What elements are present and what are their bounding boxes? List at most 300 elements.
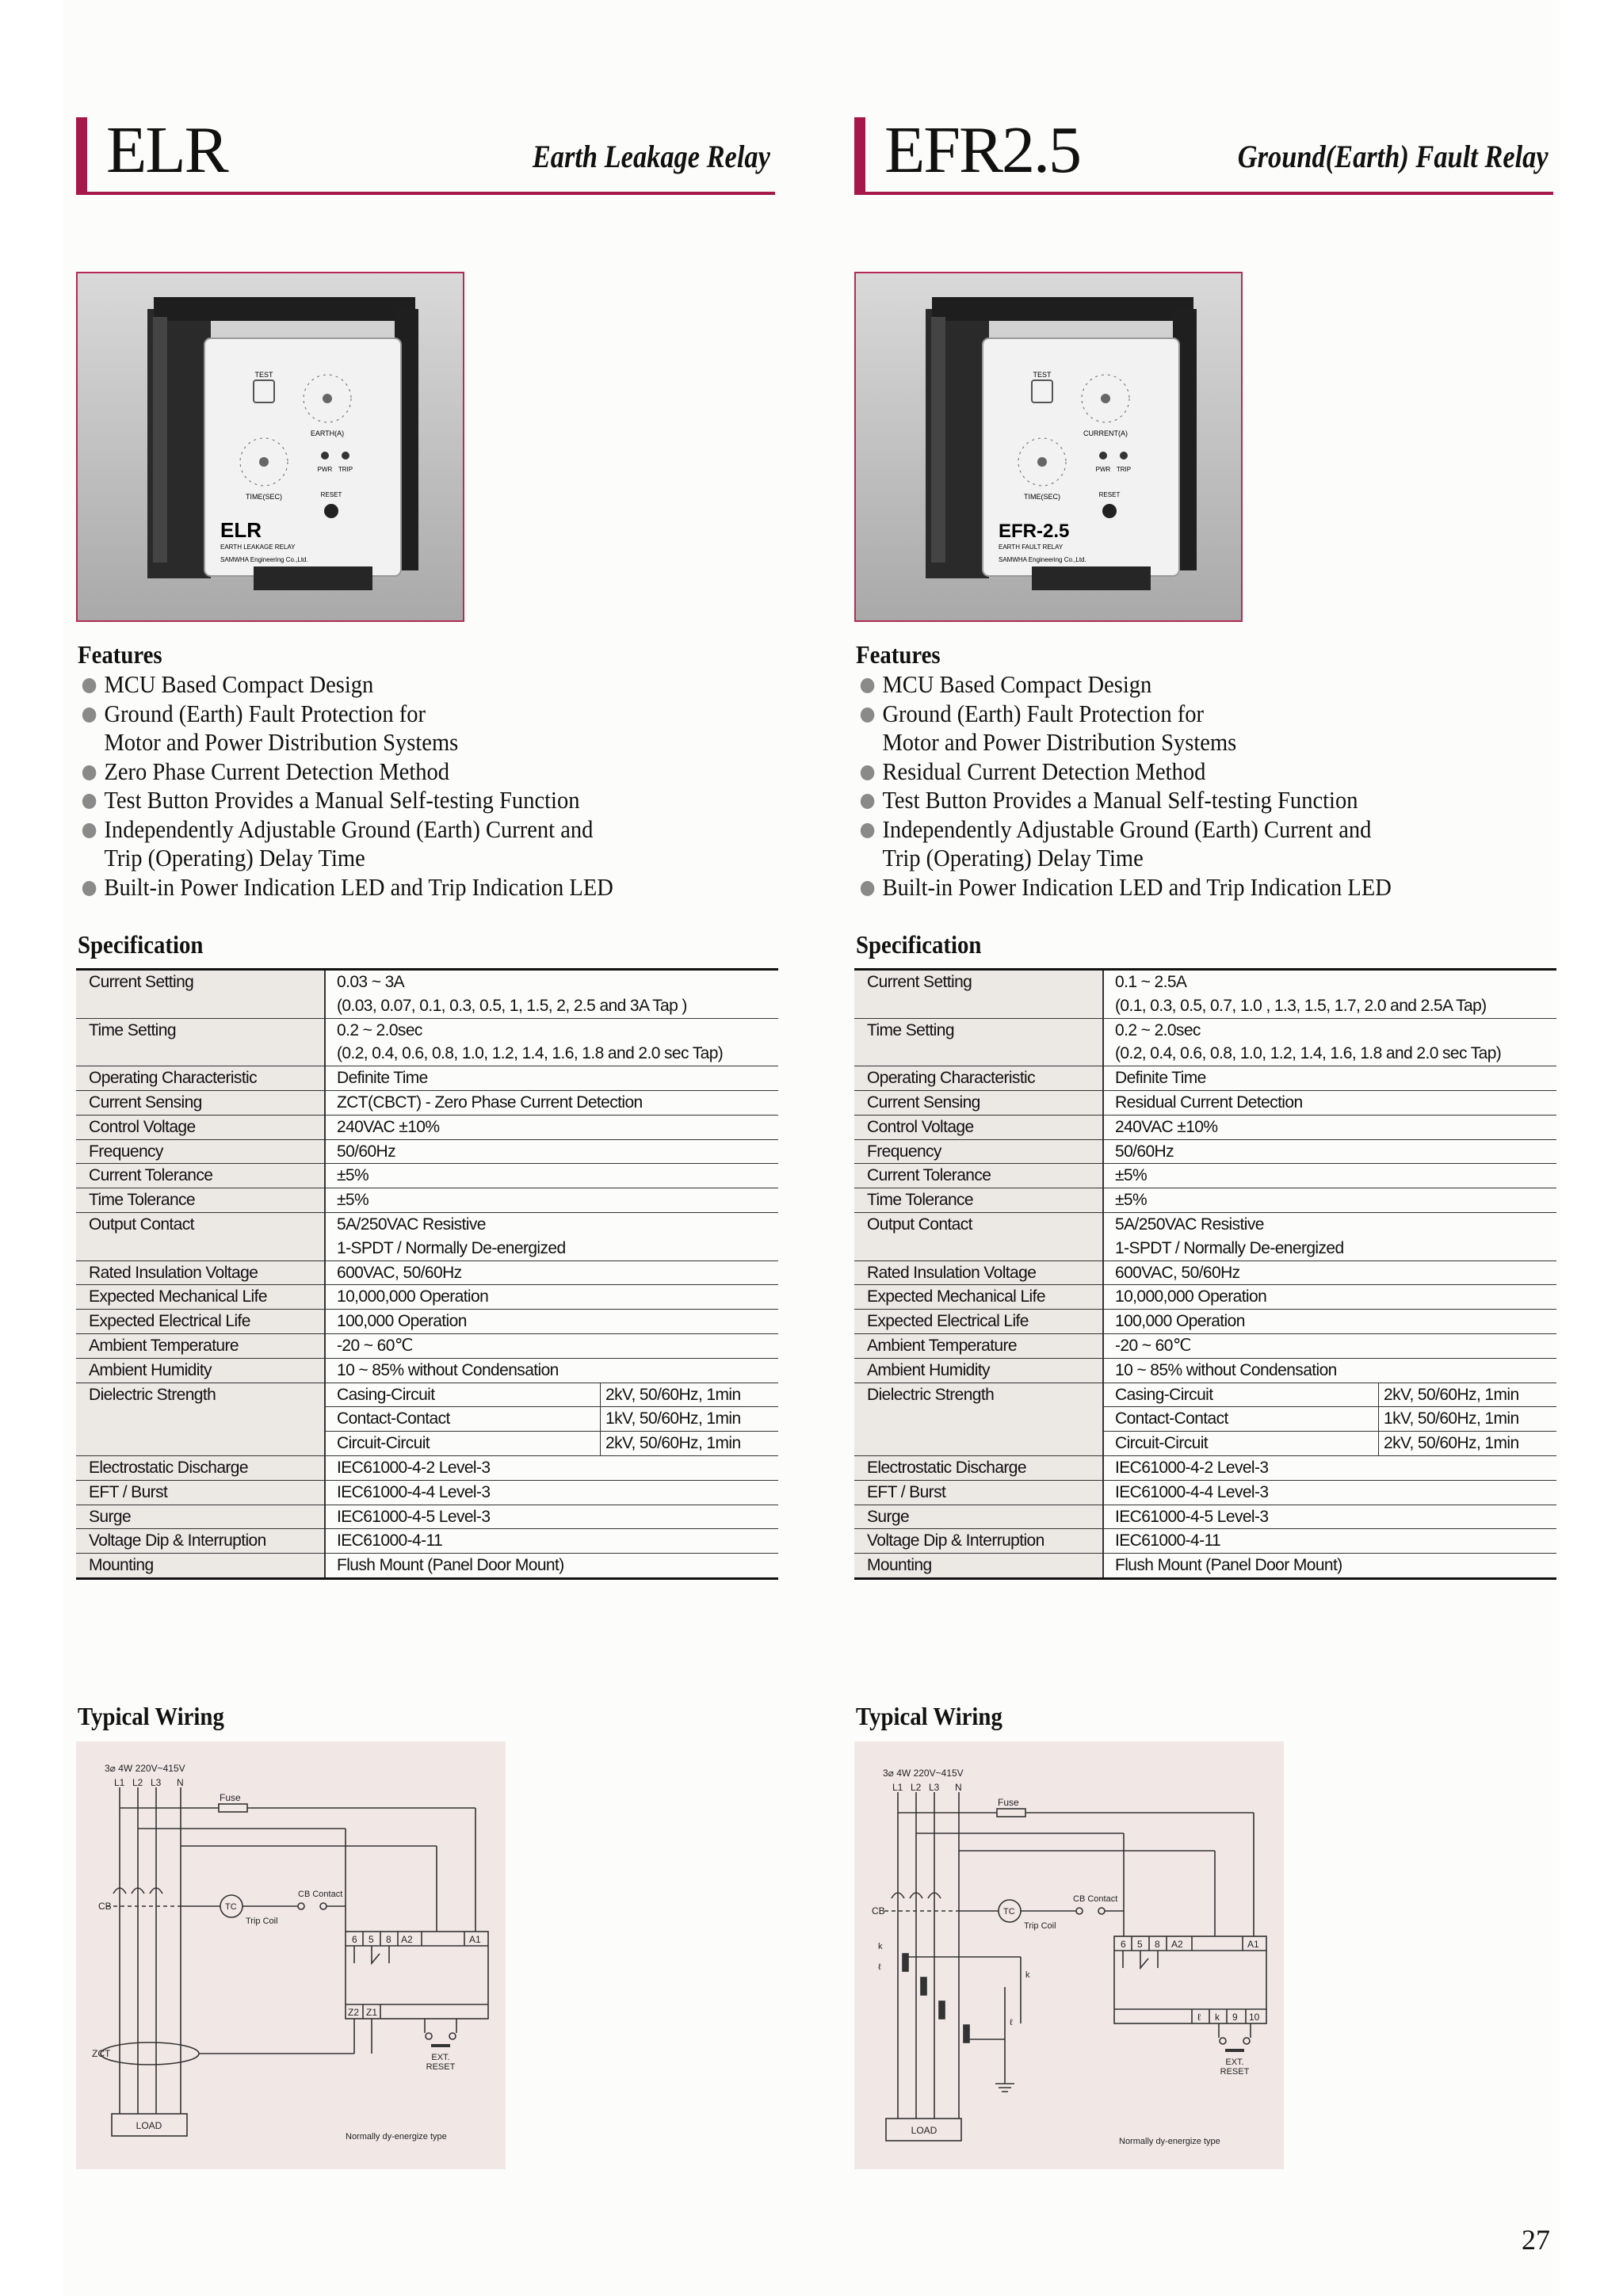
spec-value-cell xyxy=(324,1554,778,1577)
supply-label: 3⌀ 4W 220V~415V xyxy=(105,1763,185,1774)
cb-label: CB xyxy=(872,1905,885,1917)
spec-value-cell xyxy=(324,1529,778,1553)
spec-value-cell xyxy=(324,1359,778,1383)
terminal-label: 6 xyxy=(1121,1939,1126,1950)
spec-value-line: 10 ~ 85% without Condensation xyxy=(1115,1360,1337,1379)
spec-sub-row xyxy=(326,1407,778,1432)
product-header xyxy=(76,111,775,195)
wiring-note: Normally dy-energize type xyxy=(346,2132,447,2142)
specification-table xyxy=(76,968,778,1580)
line-label: L1 xyxy=(892,1782,903,1793)
spec-value-line: IEC61000-4-4 Level-3 xyxy=(1115,1482,1269,1501)
maker-text: SAMWHA Engineering Co.,Ltd. xyxy=(220,556,308,563)
spec-sub-name: Contact-Contact xyxy=(1115,1409,1228,1428)
spec-name-cell: Current Sensing xyxy=(76,1091,324,1115)
bullet-icon xyxy=(82,707,96,723)
current-transformer xyxy=(964,2025,969,2042)
spec-name-cell: Output Contact xyxy=(76,1213,324,1261)
spec-value-cell xyxy=(324,1481,778,1505)
feature-item xyxy=(859,815,1515,873)
supply-label: 3⌀ 4W 220V~415V xyxy=(883,1768,964,1779)
spec-row xyxy=(854,1383,1556,1456)
spec-value-line: 0.2 ~ 2.0sec xyxy=(337,1020,422,1039)
spec-value-cell xyxy=(324,1140,778,1164)
trip-led-label: TRIP xyxy=(338,466,353,473)
spec-value-line: IEC61000-4-5 Level-3 xyxy=(337,1507,491,1526)
spec-row xyxy=(854,1529,1556,1554)
spec-name-cell: Current Tolerance xyxy=(854,1164,1102,1188)
relay-photo-illustration xyxy=(78,273,464,622)
feature-item xyxy=(859,700,1515,757)
line-label: L3 xyxy=(151,1777,162,1788)
line-label: L2 xyxy=(911,1782,922,1793)
feature-text: Test Button Provides a Manual Self-testing Function xyxy=(882,786,1358,814)
reset-terminal xyxy=(449,2033,456,2039)
spec-value-cell xyxy=(1102,1164,1556,1188)
terminal-label: 8 xyxy=(1155,1939,1160,1950)
maker-text: SAMWHA Engineering Co.,Ltd. xyxy=(999,556,1086,563)
model-name: EFR2.5 xyxy=(884,113,1081,187)
spec-value-line: ±5% xyxy=(337,1191,369,1210)
spec-value-cell xyxy=(1102,1554,1556,1577)
spec-row xyxy=(76,1261,778,1286)
spec-name-cell: Dielectric Strength xyxy=(76,1383,324,1455)
spec-value-line: 0.2 ~ 2.0sec xyxy=(1115,1020,1201,1039)
spec-value-cell xyxy=(324,1188,778,1212)
tc-label: TC xyxy=(1003,1907,1015,1917)
spec-value-cell xyxy=(1102,1529,1556,1553)
time-dial-label: TIME(SEC) xyxy=(1024,493,1060,501)
cb-label: CB xyxy=(98,1901,112,1912)
reset-button xyxy=(324,504,338,518)
spec-value-cell xyxy=(1102,1310,1556,1333)
bullet-icon xyxy=(82,881,96,896)
spec-value-line: 50/60Hz xyxy=(1115,1142,1174,1161)
spec-name-cell: Surge xyxy=(854,1505,1102,1529)
feature-item xyxy=(859,670,1515,700)
spec-row xyxy=(854,971,1556,1019)
cb-contact-terminal xyxy=(320,1903,327,1909)
spec-value-line: IEC61000-4-2 Level-3 xyxy=(337,1458,491,1477)
spec-name-cell: Current Tolerance xyxy=(76,1164,324,1188)
test-label: TEST xyxy=(1033,371,1052,379)
feature-item xyxy=(81,757,737,787)
ct-label-k: k xyxy=(1025,1970,1030,1980)
ground-icon xyxy=(995,2084,1014,2092)
spec-sub-name: Casing-Circuit xyxy=(1115,1385,1213,1404)
front-name-text: EARTH LEAKAGE RELAY xyxy=(220,543,296,551)
product-photo xyxy=(854,272,1243,622)
spec-name-cell: Operating Characteristic xyxy=(76,1066,324,1090)
spec-sub-name: Circuit-Circuit xyxy=(1115,1434,1209,1453)
terminal-label: 5 xyxy=(1137,1939,1143,1950)
spec-name-cell: Time Tolerance xyxy=(854,1188,1102,1212)
feature-text: Built-in Power Indication LED and Trip Indication LED xyxy=(104,872,613,901)
spec-row xyxy=(76,1310,778,1334)
spec-value-line: 5A/250VAC Resistive xyxy=(337,1215,486,1234)
spec-row xyxy=(76,1116,778,1140)
spec-row xyxy=(854,1116,1556,1140)
load-label: LOAD xyxy=(911,2125,938,2136)
spec-row xyxy=(76,1554,778,1577)
output-contact-symbol xyxy=(354,1946,389,1963)
spec-name-cell: Expected Mechanical Life xyxy=(76,1285,324,1309)
spec-value-cell xyxy=(324,1383,778,1455)
spec-value-line: (0.2, 0.4, 0.6, 0.8, 1.0, 1.2, 1.4, 1.6, 1.8 and 2.0 sec Tap) xyxy=(337,1044,724,1063)
terminal-label: A2 xyxy=(401,1934,413,1945)
fuse-symbol xyxy=(997,1809,1025,1817)
spec-name-cell: Ambient Humidity xyxy=(854,1359,1102,1383)
bullet-icon xyxy=(861,707,874,723)
spec-name-cell: Frequency xyxy=(854,1140,1102,1164)
reset-label: RESET xyxy=(1098,491,1121,498)
spec-value-line: 10 ~ 85% without Condensation xyxy=(337,1360,559,1379)
relay-housing-fin xyxy=(153,317,167,563)
product-subtitle: Earth Leakage Relay xyxy=(532,139,770,174)
bullet-icon xyxy=(82,678,96,693)
spec-sub-row xyxy=(1104,1407,1556,1432)
spec-row xyxy=(854,1359,1556,1383)
feature-item xyxy=(81,815,737,873)
spec-value-line: Residual Current Detection xyxy=(1115,1093,1303,1112)
feature-text: MCU Based Compact Design xyxy=(104,670,374,698)
spec-value-cell xyxy=(1102,1188,1556,1212)
wiring-diagram-svg xyxy=(76,1741,506,2169)
spec-name-cell: Time Setting xyxy=(854,1019,1102,1066)
earth-dial-knob xyxy=(323,394,332,403)
spec-value-line: ±5% xyxy=(337,1166,369,1185)
line-label: L2 xyxy=(132,1777,143,1788)
relay-base xyxy=(1032,566,1151,590)
reset-label: RESET xyxy=(320,491,342,498)
spec-row xyxy=(854,1213,1556,1261)
spec-name-cell: Ambient Temperature xyxy=(854,1334,1102,1358)
trip-led xyxy=(1120,452,1128,460)
spec-name-cell: Voltage Dip & Interruption xyxy=(854,1529,1102,1553)
feature-text-continued: Trip (Operating) Delay Time xyxy=(104,844,365,871)
spec-name-cell: Surge xyxy=(76,1505,324,1529)
terminal-label: 8 xyxy=(386,1934,391,1945)
features-heading: Features xyxy=(78,640,162,669)
feature-item xyxy=(859,757,1515,787)
spec-name-cell: Expected Electrical Life xyxy=(854,1310,1102,1333)
spec-row xyxy=(76,1140,778,1165)
spec-row xyxy=(76,1019,778,1067)
terminal-label: k xyxy=(1215,2012,1220,2023)
wiring-diagram-svg xyxy=(854,1741,1284,2169)
spec-row xyxy=(76,1091,778,1116)
spec-name-cell: Current Sensing xyxy=(854,1091,1102,1115)
reset-terminal xyxy=(426,2033,432,2039)
spec-row xyxy=(854,1019,1556,1067)
spec-name-cell: EFT / Burst xyxy=(76,1481,324,1505)
spec-name-cell: Operating Characteristic xyxy=(854,1066,1102,1090)
bullet-icon xyxy=(82,794,96,809)
spec-value-cell xyxy=(1102,1383,1556,1455)
spec-name-cell: Expected Electrical Life xyxy=(76,1310,324,1333)
spec-name-cell: Control Voltage xyxy=(854,1116,1102,1139)
spec-row xyxy=(76,1359,778,1383)
spec-value-line: IEC61000-4-11 xyxy=(337,1531,443,1550)
spec-value-cell xyxy=(1102,1066,1556,1090)
feature-text: Test Button Provides a Manual Self-testing Function xyxy=(104,786,580,814)
wiring-heading: Typical Wiring xyxy=(78,1702,224,1730)
terminal-label: Z2 xyxy=(348,2007,360,2018)
spec-value-line: 240VAC ±10% xyxy=(1115,1117,1218,1136)
spec-name-cell: Time Tolerance xyxy=(76,1188,324,1212)
power-led xyxy=(1099,452,1107,460)
spec-value-line: IEC61000-4-4 Level-3 xyxy=(337,1482,491,1501)
tc-label: TC xyxy=(225,1902,237,1912)
feature-item xyxy=(859,786,1515,815)
spec-sub-name: Casing-Circuit xyxy=(337,1385,435,1404)
spec-row xyxy=(854,1310,1556,1334)
spec-value-line: IEC61000-4-2 Level-3 xyxy=(1115,1458,1269,1477)
fuse-label: Fuse xyxy=(998,1797,1019,1808)
spec-row xyxy=(76,1456,778,1481)
power-led-label: PWR xyxy=(1095,466,1111,473)
front-model-text: ELR xyxy=(220,518,262,542)
terminal-label: 5 xyxy=(369,1934,374,1945)
spec-value-cell xyxy=(1102,1213,1556,1261)
spec-row xyxy=(854,1140,1556,1165)
wiring-diagram xyxy=(76,1741,506,2169)
relay-base xyxy=(254,566,372,590)
spec-sub-value: 2kV, 50/60Hz, 1min xyxy=(600,1383,778,1407)
relay-terminal-block xyxy=(346,1932,488,2019)
feature-item xyxy=(859,873,1515,902)
relay-housing-top xyxy=(932,297,1193,321)
spec-row xyxy=(76,1505,778,1530)
spec-row xyxy=(76,1066,778,1091)
terminal-label: A1 xyxy=(469,1934,481,1945)
spec-value-cell xyxy=(1102,1456,1556,1480)
spec-value-cell xyxy=(324,1285,778,1309)
spec-value-cell xyxy=(324,1213,778,1261)
spec-value-cell xyxy=(1102,1359,1556,1383)
ext-reset-label: RESET xyxy=(1220,2067,1250,2077)
spec-name-cell: Ambient Humidity xyxy=(76,1359,324,1383)
test-label: TEST xyxy=(254,371,273,379)
spec-value-line: 0.1 ~ 2.5A xyxy=(1115,973,1187,991)
spec-name-cell: Rated Insulation Voltage xyxy=(854,1261,1102,1285)
spec-sub-row xyxy=(1104,1383,1556,1408)
spec-name-cell: Ambient Temperature xyxy=(76,1334,324,1358)
spec-value-line: 5A/250VAC Resistive xyxy=(1115,1215,1264,1234)
spec-sub-value: 1kV, 50/60Hz, 1min xyxy=(1378,1407,1556,1431)
power-led-label: PWR xyxy=(317,466,333,473)
spec-value-cell xyxy=(1102,1285,1556,1309)
accent-bar xyxy=(854,117,865,195)
ext-reset-label: RESET xyxy=(426,2062,456,2072)
spec-sub-row xyxy=(1104,1432,1556,1455)
spec-name-cell: Dielectric Strength xyxy=(854,1383,1102,1455)
spec-value-cell xyxy=(324,1261,778,1285)
spec-value-cell xyxy=(324,1019,778,1066)
spec-row xyxy=(76,971,778,1019)
cb-contact-terminal xyxy=(1098,1908,1105,1914)
current-dial-label: CURRENT(A) xyxy=(1083,429,1128,437)
wiring-heading: Typical Wiring xyxy=(856,1702,1002,1730)
spec-row xyxy=(76,1481,778,1505)
wiring-diagram xyxy=(854,1741,1284,2169)
spec-name-cell: Electrostatic Discharge xyxy=(76,1456,324,1480)
spec-value-line: IEC61000-4-5 Level-3 xyxy=(1115,1507,1269,1526)
spec-value-line: 10,000,000 Operation xyxy=(1115,1287,1267,1306)
trip-led-label: TRIP xyxy=(1116,466,1132,473)
spec-value-cell xyxy=(324,1091,778,1115)
product-header xyxy=(854,111,1553,195)
spec-name-cell: Control Voltage xyxy=(76,1116,324,1139)
current-transformer xyxy=(939,2001,945,2019)
spec-value-cell xyxy=(1102,1116,1556,1139)
page-number: 27 xyxy=(1522,2224,1550,2256)
front-name-text: EARTH FAULT RELAY xyxy=(999,543,1064,551)
fuse-symbol xyxy=(219,1804,247,1812)
specification-heading: Specification xyxy=(78,930,204,959)
spec-value-line: 100,000 Operation xyxy=(337,1312,467,1331)
zct-core xyxy=(101,2042,199,2065)
spec-value-line: 240VAC ±10% xyxy=(337,1117,440,1136)
feature-text: Built-in Power Indication LED and Trip Indication LED xyxy=(882,872,1392,901)
spec-row xyxy=(76,1188,778,1213)
time-dial-knob xyxy=(259,457,269,467)
line-label: N xyxy=(955,1782,962,1793)
spec-value-cell xyxy=(324,1334,778,1358)
spec-name-cell: Output Contact xyxy=(854,1213,1102,1261)
bullet-icon xyxy=(861,678,874,693)
spec-row xyxy=(854,1261,1556,1286)
spec-row xyxy=(854,1481,1556,1505)
spec-value-cell xyxy=(1102,1140,1556,1164)
spec-name-cell: Rated Insulation Voltage xyxy=(76,1261,324,1285)
spec-name-cell: Frequency xyxy=(76,1140,324,1164)
spec-value-cell xyxy=(1102,1261,1556,1285)
spec-row xyxy=(76,1164,778,1188)
spec-value-cell xyxy=(1102,1019,1556,1066)
spec-name-cell: Mounting xyxy=(76,1554,324,1577)
reset-terminal xyxy=(1243,2038,1250,2044)
spec-name-cell: Voltage Dip & Interruption xyxy=(76,1529,324,1553)
spec-value-line: 50/60Hz xyxy=(337,1142,396,1161)
spec-value-line: 600VAC, 50/60Hz xyxy=(337,1263,462,1282)
load-label: LOAD xyxy=(136,2120,162,2131)
front-model-text: EFR-2.5 xyxy=(999,521,1070,542)
spec-value-line: IEC61000-4-11 xyxy=(1115,1531,1221,1550)
spec-value-line: ±5% xyxy=(1115,1191,1148,1210)
product-subtitle: Ground(Earth) Fault Relay xyxy=(1238,139,1549,174)
ext-reset-label: EXT. xyxy=(431,2053,450,2062)
specification-heading: Specification xyxy=(856,930,982,959)
spec-row xyxy=(854,1456,1556,1481)
cb-contact-label: CB Contact xyxy=(1073,1894,1118,1904)
spec-value-line: (0.2, 0.4, 0.6, 0.8, 1.0, 1.2, 1.4, 1.6, 1.8 and 2.0 sec Tap) xyxy=(1115,1044,1502,1063)
accent-bar xyxy=(76,117,87,195)
ext-reset-label: EXT. xyxy=(1225,2058,1244,2067)
specification-table xyxy=(854,968,1556,1580)
spec-value-cell xyxy=(324,1310,778,1333)
output-contact-symbol xyxy=(1123,1951,1158,1968)
spec-value-cell xyxy=(1102,1091,1556,1115)
spec-value-line: ZCT(CBCT) - Zero Phase Current Detection xyxy=(337,1093,643,1112)
product-column-elr xyxy=(76,0,780,2296)
bullet-icon xyxy=(82,765,96,780)
spec-value-cell xyxy=(324,1456,778,1480)
terminal-label: Z1 xyxy=(366,2007,378,2018)
relay-housing-fin xyxy=(931,317,945,563)
spec-row xyxy=(76,1285,778,1310)
spec-value-line: Flush Mount (Panel Door Mount) xyxy=(1115,1556,1342,1575)
relay-housing-top xyxy=(154,297,415,321)
feature-text: MCU Based Compact Design xyxy=(882,670,1152,698)
terminal-label: A2 xyxy=(1171,1939,1183,1950)
spec-name-cell: Expected Mechanical Life xyxy=(854,1285,1102,1309)
feature-item xyxy=(81,786,737,815)
line-label: L1 xyxy=(114,1777,125,1788)
feature-text: Independently Adjustable Ground (Earth) Current and xyxy=(882,814,1372,843)
ct-label-k: k xyxy=(878,1942,883,1951)
feature-text-continued: Motor and Power Distribution Systems xyxy=(104,728,459,756)
ct-label-l: ℓ xyxy=(878,1962,881,1972)
spec-sub-row xyxy=(326,1383,778,1408)
spec-value-cell xyxy=(324,1164,778,1188)
model-name: ELR xyxy=(106,113,227,187)
feature-item xyxy=(81,670,737,700)
spec-row xyxy=(854,1554,1556,1577)
spec-sub-name: Contact-Contact xyxy=(337,1409,450,1428)
spec-value-line: -20 ~ 60℃ xyxy=(337,1336,413,1355)
feature-text: Independently Adjustable Ground (Earth) Current and xyxy=(104,814,594,843)
power-led xyxy=(321,452,329,460)
terminal-label: 10 xyxy=(1249,2012,1260,2023)
spec-name-cell: Time Setting xyxy=(76,1019,324,1066)
product-photo xyxy=(76,272,464,622)
spec-row xyxy=(76,1213,778,1261)
feature-item xyxy=(81,700,737,757)
bullet-icon xyxy=(82,823,96,838)
feature-text: Ground (Earth) Fault Protection for xyxy=(104,699,426,727)
feature-text: Residual Current Detection Method xyxy=(882,757,1206,785)
spec-name-cell: Electrostatic Discharge xyxy=(854,1456,1102,1480)
spec-row xyxy=(76,1529,778,1554)
spec-value-line: Flush Mount (Panel Door Mount) xyxy=(337,1556,564,1575)
spec-value-cell xyxy=(324,971,778,1018)
spec-row xyxy=(854,1164,1556,1188)
spec-value-line: (0.03, 0.07, 0.1, 0.3, 0.5, 1, 1.5, 2, 2.5 and 3A Tap ) xyxy=(337,996,687,1015)
spec-value-line: Definite Time xyxy=(337,1069,428,1088)
features-list xyxy=(81,670,737,902)
spec-value-line: 1-SPDT / Normally De-energized xyxy=(1115,1238,1344,1257)
spec-value-line: Definite Time xyxy=(1115,1069,1206,1088)
trip-led xyxy=(342,452,349,460)
spec-name-cell: EFT / Burst xyxy=(854,1481,1102,1505)
spec-sub-value: 1kV, 50/60Hz, 1min xyxy=(600,1407,778,1431)
ct-label-l: ℓ xyxy=(1010,2018,1013,2027)
reset-terminal xyxy=(1220,2038,1226,2044)
reset-button xyxy=(1102,504,1117,518)
spec-value-cell xyxy=(1102,1505,1556,1529)
feature-text: Zero Phase Current Detection Method xyxy=(104,757,450,785)
cb-contact-label: CB Contact xyxy=(298,1890,343,1899)
bullet-icon xyxy=(861,881,874,896)
relay-photo-illustration xyxy=(856,273,1243,622)
spec-row xyxy=(854,1066,1556,1091)
spec-value-cell xyxy=(1102,1481,1556,1505)
spec-value-cell xyxy=(1102,971,1556,1018)
spec-row xyxy=(76,1383,778,1456)
spec-value-line: 1-SPDT / Normally De-energized xyxy=(337,1238,566,1257)
terminal-label: A1 xyxy=(1247,1939,1259,1950)
